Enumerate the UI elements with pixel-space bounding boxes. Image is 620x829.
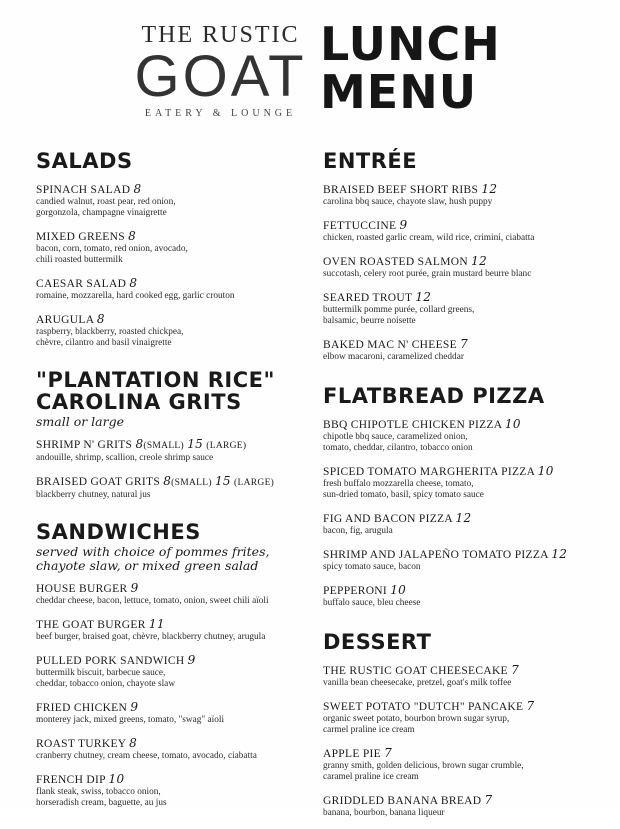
item-name-line bbox=[323, 254, 593, 269]
menu-item bbox=[323, 663, 593, 689]
item-name-line bbox=[36, 700, 306, 715]
item-price-large: 15 bbox=[187, 437, 204, 451]
item-name: SPICED TOMATO MARGHERITA PIZZA bbox=[323, 466, 535, 478]
entree-section bbox=[323, 150, 593, 363]
flatbread-section bbox=[323, 385, 593, 609]
item-name: HOUSE BURGER bbox=[36, 583, 128, 595]
item-description: chipotle bbq sauce, caramelized onion, bbox=[323, 432, 468, 442]
item-name-line bbox=[36, 182, 306, 197]
logo-subtitle: EATERY & LOUNGE bbox=[144, 108, 297, 119]
section-note: small or large bbox=[36, 414, 124, 429]
item-description: carmel praline ice cream bbox=[323, 725, 415, 735]
item-name: FETTUCCINE bbox=[323, 220, 397, 232]
item-description: gorgonzola, champagne vinaigrette bbox=[36, 208, 167, 218]
item-name: BAKED MAC N' CHEESE bbox=[323, 339, 457, 351]
menu-item bbox=[36, 653, 306, 690]
item-name-line bbox=[36, 229, 306, 244]
item-price: 8 bbox=[129, 736, 138, 750]
item-name: THE RUSTIC GOAT CHEESECAKE bbox=[323, 665, 508, 677]
section-note: served with choice of pommes frites, bbox=[36, 544, 270, 559]
item-name-line bbox=[36, 736, 306, 751]
size-label: (LARGE) bbox=[234, 478, 275, 488]
salads-section bbox=[36, 150, 306, 349]
item-description: cheddar, tobacco onion, chayote slaw bbox=[36, 679, 176, 689]
item-price: 8 bbox=[133, 182, 142, 196]
item-price: 7 bbox=[511, 663, 520, 677]
item-name-line bbox=[36, 581, 306, 596]
item-name: ARUGULA bbox=[36, 314, 94, 326]
item-name-line bbox=[36, 772, 306, 787]
menu-item bbox=[323, 746, 593, 783]
item-name: SWEET POTATO "DUTCH" PANCAKE bbox=[323, 701, 524, 713]
item-description: flank steak, swiss, tobacco onion, bbox=[36, 787, 161, 797]
item-price: 7 bbox=[384, 746, 393, 760]
item-description: bacon, corn, tomato, red onion, avocado, bbox=[36, 244, 188, 254]
item-description: cheddar cheese, bacon, lettuce, tomato, onion, sweet chili aïoli bbox=[36, 596, 269, 606]
item-description: buttermilk pomme purée, collard greens, bbox=[323, 305, 475, 315]
item-price: 11 bbox=[148, 617, 165, 631]
item-price: 10 bbox=[390, 583, 407, 597]
item-price: 10 bbox=[504, 417, 521, 431]
item-name-line bbox=[323, 746, 593, 761]
item-price-large: 15 bbox=[214, 474, 231, 488]
section-title: ENTRÉE bbox=[323, 149, 418, 173]
menu-item bbox=[323, 583, 593, 609]
item-name: PEPPERONI bbox=[323, 585, 388, 597]
item-name-line bbox=[36, 653, 306, 668]
item-description: spicy tomato sauce, bacon bbox=[323, 562, 421, 572]
menu-item bbox=[36, 437, 306, 464]
item-price: 12 bbox=[481, 182, 498, 196]
item-price: 9 bbox=[130, 581, 139, 595]
item-name: FRENCH DIP bbox=[36, 774, 106, 786]
item-name-line bbox=[323, 547, 593, 562]
item-price: 8 bbox=[128, 229, 137, 243]
menu-item bbox=[36, 772, 306, 809]
item-name: BRAISED BEEF SHORT RIBS bbox=[323, 184, 479, 196]
item-description: fresh buffalo mozzarella cheese, tomato, bbox=[323, 479, 474, 489]
menu-item bbox=[36, 581, 306, 607]
item-price: 12 bbox=[415, 290, 432, 304]
item-name: MIXED GREENS bbox=[36, 231, 125, 243]
menu-item bbox=[36, 617, 306, 643]
item-name: SHRIMP AND JALAPEÑO TOMATO PIZZA bbox=[323, 549, 549, 561]
menu-item bbox=[323, 290, 593, 327]
item-name: SHRIMP N' GRITS bbox=[36, 439, 133, 451]
size-label: (SMALL) bbox=[171, 478, 212, 488]
menu-title-line1: LUNCH bbox=[320, 17, 501, 71]
section-title: "PLANTATION RICE" bbox=[36, 368, 275, 392]
item-description: beef burger, braised goat, chèvre, blackberry chutney, arugula bbox=[36, 632, 266, 642]
item-name: OVEN ROASTED SALMON bbox=[323, 256, 468, 268]
item-description: monterey jack, mixed greens, tomato, "swag" aïoli bbox=[36, 715, 225, 725]
item-name: CAESAR SALAD bbox=[36, 278, 127, 290]
item-price: 12 bbox=[455, 511, 472, 525]
menu-item bbox=[323, 254, 593, 280]
item-name-line bbox=[323, 663, 593, 678]
item-name-line bbox=[36, 276, 306, 291]
logo-top-text: THE RUSTIC bbox=[141, 22, 300, 48]
item-description: buttermilk biscuit, barbecue sauce, bbox=[36, 668, 166, 678]
item-description: candied walnut, roast pear, red onion, bbox=[36, 197, 176, 207]
section-note: chayote slaw, or mixed green salad bbox=[36, 558, 259, 573]
item-description: blackberry chutney, natural jus bbox=[36, 490, 151, 500]
item-price-small: 8 bbox=[163, 474, 172, 488]
item-name: GRIDDLED BANANA BREAD bbox=[323, 795, 482, 807]
item-price-small: 8 bbox=[135, 437, 144, 451]
item-description: organic sweet potato, bourbon brown sugar syrup, bbox=[323, 714, 510, 724]
item-price: 10 bbox=[108, 772, 125, 786]
item-name: BBQ CHIPOTLE CHICKEN PIZZA bbox=[323, 419, 502, 431]
item-price: 7 bbox=[526, 699, 535, 713]
item-description: caramel praline ice cream bbox=[323, 772, 419, 782]
restaurant-logo bbox=[128, 22, 313, 119]
item-description: horseradish cream, baguette, au jus bbox=[36, 798, 167, 808]
item-price: 7 bbox=[484, 793, 493, 807]
item-price: 7 bbox=[460, 337, 469, 351]
item-price: 10 bbox=[537, 464, 554, 478]
item-description: balsamic, beurre noisette bbox=[323, 316, 416, 326]
menu-item bbox=[36, 229, 306, 266]
item-description: sun-dried tomato, basil, spicy tomato sauce bbox=[323, 490, 484, 500]
left-column bbox=[36, 150, 306, 819]
item-description: carolina bbq sauce, chayote slaw, hush puppy bbox=[323, 197, 493, 207]
section-title-line2: CAROLINA GRITS bbox=[36, 390, 242, 414]
item-name: FIG AND BACON PIZZA bbox=[323, 513, 453, 525]
menu-item bbox=[323, 218, 593, 244]
item-name-line bbox=[323, 218, 593, 233]
item-name-line bbox=[323, 337, 593, 352]
item-price: 8 bbox=[129, 276, 138, 290]
item-name-line bbox=[36, 474, 306, 490]
item-name-line bbox=[323, 182, 593, 197]
size-label: (LARGE) bbox=[206, 441, 247, 451]
item-name: SEARED TROUT bbox=[323, 292, 413, 304]
item-name-line bbox=[323, 511, 593, 526]
item-name: FRIED CHICKEN bbox=[36, 702, 128, 714]
item-name: SPINACH SALAD bbox=[36, 184, 131, 196]
item-name: PULLED PORK SANDWICH bbox=[36, 655, 185, 667]
section-title: SALADS bbox=[36, 149, 133, 173]
menu-item bbox=[323, 547, 593, 573]
menu-item bbox=[36, 736, 306, 762]
item-description: raspberry, blackberry, roasted chickpea, bbox=[36, 327, 184, 337]
item-description: vanilla bean cheesecake, pretzel, goat's milk toffee bbox=[323, 678, 512, 688]
menu-item bbox=[323, 699, 593, 736]
item-description: banana, bourbon, banana liqueur bbox=[323, 808, 445, 818]
item-name-line bbox=[323, 699, 593, 714]
grits-section bbox=[36, 369, 306, 501]
menu-item bbox=[323, 511, 593, 537]
item-price: 9 bbox=[187, 653, 196, 667]
item-description: cranberry chutney, cream cheese, tomato, avocado, ciabatta bbox=[36, 751, 257, 761]
menu-item bbox=[323, 337, 593, 363]
section-title: SANDWICHES bbox=[36, 520, 201, 544]
item-description: andouille, shrimp, scallion, creole shrimp sauce bbox=[36, 453, 214, 463]
item-description: chili roasted buttermilk bbox=[36, 255, 123, 265]
menu-title bbox=[320, 17, 501, 119]
item-description: buffalo sauce, bleu cheese bbox=[323, 598, 421, 608]
size-label: (SMALL) bbox=[143, 441, 184, 451]
menu-item bbox=[323, 417, 593, 454]
item-name-line bbox=[323, 793, 593, 808]
item-price: 8 bbox=[96, 312, 105, 326]
menu-title-line2: MENU bbox=[320, 65, 478, 119]
item-description: granny smith, golden delicious, brown sugar crumble, bbox=[323, 761, 524, 771]
item-name-line bbox=[323, 417, 593, 432]
item-name-line bbox=[36, 312, 306, 327]
item-name-line bbox=[36, 437, 306, 453]
menu-item bbox=[323, 182, 593, 208]
sandwiches-section bbox=[36, 521, 306, 809]
item-price: 9 bbox=[399, 218, 408, 232]
item-price: 12 bbox=[471, 254, 488, 268]
section-title: FLATBREAD PIZZA bbox=[323, 384, 545, 408]
item-name: THE GOAT BURGER bbox=[36, 619, 146, 631]
item-description: elbow macaroni, caramelized cheddar bbox=[323, 352, 464, 362]
item-price: 12 bbox=[551, 547, 568, 561]
menu-item bbox=[36, 276, 306, 302]
item-name: ROAST TURKEY bbox=[36, 738, 126, 750]
section-title: DESSERT bbox=[323, 630, 432, 654]
item-description: romaine, mozzarella, hard cooked egg, garlic crouton bbox=[36, 291, 235, 301]
item-description: chèvre, cilantro and basil vinaigrette bbox=[36, 338, 172, 348]
item-description: bacon, fig, arugula bbox=[323, 526, 393, 536]
menu-item bbox=[323, 793, 593, 819]
item-name: APPLE PIE bbox=[323, 748, 381, 760]
menu-item bbox=[36, 312, 306, 349]
dessert-section bbox=[323, 631, 593, 819]
item-name-line bbox=[323, 290, 593, 305]
menu-item bbox=[36, 182, 306, 219]
logo-main-text: GOAT bbox=[134, 44, 307, 109]
item-price: 9 bbox=[130, 700, 139, 714]
item-name-line bbox=[323, 464, 593, 479]
item-description: chicken, roasted garlic cream, wild rice, crimini, ciabatta bbox=[323, 233, 535, 243]
item-description: tomato, cheddar, cilantro, tobacco onion bbox=[323, 443, 473, 453]
item-name-line bbox=[36, 617, 306, 632]
item-name: BRAISED GOAT GRITS bbox=[36, 476, 161, 488]
item-name-line bbox=[323, 583, 593, 598]
right-column bbox=[323, 150, 593, 829]
menu-item bbox=[36, 700, 306, 726]
menu-item bbox=[36, 474, 306, 501]
item-description: succotash, celery root purée, grain mustard beurre blanc bbox=[323, 269, 532, 279]
menu-item bbox=[323, 464, 593, 501]
